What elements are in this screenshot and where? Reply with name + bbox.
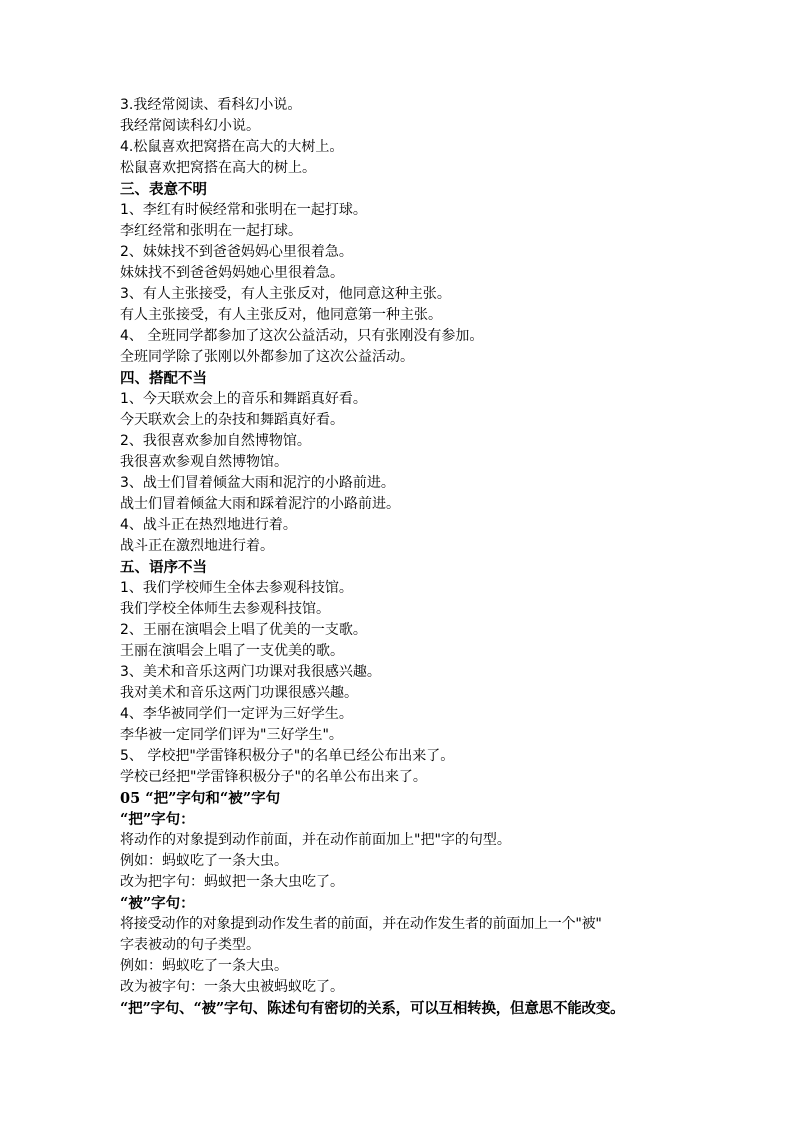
section-heading: 05 “把”字句和“被”字句	[120, 790, 281, 807]
text-line: 字表被动的句子类型。	[120, 937, 260, 953]
text-line: 3.我经常阅读、看科幻小说。	[120, 97, 302, 113]
subsection-heading: “被”字句：	[120, 895, 195, 912]
section-heading: 三、表意不明	[120, 181, 207, 198]
section-heading: 四、搭配不当	[120, 370, 207, 387]
text-line: 今天联欢会上的杂技和舞蹈真好看。	[120, 412, 344, 428]
text-line: 将动作的对象提到动作前面，并在动作前面加上"把"字的句型。	[120, 832, 511, 848]
text-line: 李红经常和张明在一起打球。	[120, 223, 302, 239]
text-line: 改为被字句：一条大虫被蚂蚁吃了。	[120, 979, 344, 995]
text-line: 4、战斗正在热烈地进行着。	[120, 517, 297, 533]
text-line: 王丽在演唱会上唱了一支优美的歌。	[120, 643, 344, 659]
text-line: 战士们冒着倾盆大雨和踩着泥泞的小路前进。	[120, 496, 400, 512]
text-line: 学校已经把"学雷锋积极分子"的名单公布出来了。	[120, 769, 427, 785]
summary-sentence: “把”字句、“被”字句、陈述句有密切的关系，可以互相转换，但意思不能改变。	[120, 1000, 625, 1017]
text-line: 松鼠喜欢把窝搭在高大的树上。	[120, 160, 316, 176]
text-line: 2、王丽在演唱会上唱了优美的一支歌。	[120, 622, 367, 638]
section-heading: 五、语序不当	[120, 559, 207, 576]
text-line: 3、美术和音乐这两门功课对我很感兴趣。	[120, 664, 381, 680]
text-line: 4、 全班同学都参加了这次公益活动，只有张刚没有参加。	[120, 328, 484, 344]
subsection-heading: “把”字句：	[120, 811, 195, 828]
text-line: 全班同学除了张刚以外都参加了这次公益活动。	[120, 349, 414, 365]
text-line: 我很喜欢参观自然博物馆。	[120, 454, 288, 470]
text-line: 1、我们学校师生全体去参观科技馆。	[120, 580, 353, 596]
text-line: 2、妹妹找不到爸爸妈妈心里很着急。	[120, 244, 353, 260]
text-line: 5、 学校把"学雷锋积极分子"的名单已经公布出来了。	[120, 748, 455, 764]
text-line: 我经常阅读科幻小说。	[120, 118, 260, 134]
text-line: 4.松鼠喜欢把窝搭在高大的大树上。	[120, 139, 344, 155]
text-line: 2、我很喜欢参加自然博物馆。	[120, 433, 311, 449]
text-line: 3、有人主张接受，有人主张反对，他同意这种主张。	[120, 286, 451, 302]
text-line: 有人主张接受，有人主张反对，他同意第一种主张。	[120, 307, 442, 323]
text-line: 1、李红有时候经常和张明在一起打球。	[120, 202, 367, 218]
text-line: 例如：蚂蚁吃了一条大虫。	[120, 958, 288, 974]
text-line: 战斗正在激烈地进行着。	[120, 538, 274, 554]
text-line: 李华被一定同学们评为"三好学生"。	[120, 727, 343, 743]
text-line: 我对美术和音乐这两门功课很感兴趣。	[120, 685, 358, 701]
text-line: 3、战士们冒着倾盆大雨和泥泞的小路前进。	[120, 475, 395, 491]
text-line: 例如：蚂蚁吃了一条大虫。	[120, 853, 288, 869]
document-body	[120, 95, 700, 1019]
text-line: 改为把字句：蚂蚁把一条大虫吃了。	[120, 874, 344, 890]
text-line: 妹妹找不到爸爸妈妈她心里很着急。	[120, 265, 344, 281]
text-line: 我们学校全体师生去参观科技馆。	[120, 601, 330, 617]
text-line: 1、今天联欢会上的音乐和舞蹈真好看。	[120, 391, 367, 407]
text-line: 将接受动作的对象提到动作发生者的前面，并在动作发生者的前面加上一个"被"	[120, 916, 602, 932]
text-line: 4、李华被同学们一定评为三好学生。	[120, 706, 353, 722]
